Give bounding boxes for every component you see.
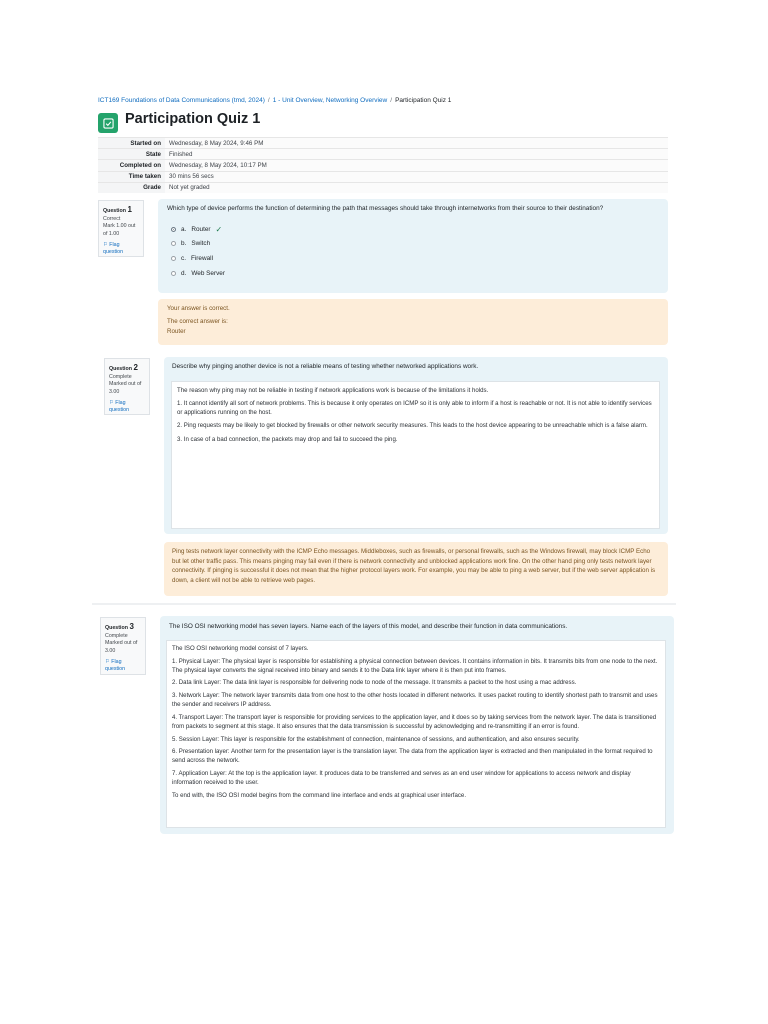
summary-row xyxy=(98,182,668,193)
question-info-2 xyxy=(104,358,150,415)
flag-question-link[interactable]: ⚐ Flag question xyxy=(109,399,130,414)
question-info-1 xyxy=(98,200,144,257)
answer-paragraph: 4. Transport Layer: The transport layer is responsible for providing services to the application layer, and it does so by taking services from the network layer. The data is transitioned from packets to segment at this stage. It also ensures that the data transmission is successful by acknowledging and re-transmitting if an error is found. xyxy=(172,713,657,730)
breadcrumb-section-link[interactable]: 1 - Unit Overview, Networking Overview xyxy=(272,97,388,104)
answer-paragraph: 5. Session Layer: This layer is responsible for the establishment of connection, maintenance of sessions, and authentication, and also ensures security. xyxy=(172,735,580,743)
summary-row xyxy=(98,160,668,171)
radio-selected[interactable] xyxy=(171,227,176,232)
question-number: Question 3 xyxy=(105,622,134,631)
summary-value: Wednesday, 8 May 2024, 10:17 PM xyxy=(165,160,668,171)
answer-option-d[interactable]: d. Web Server xyxy=(171,270,225,277)
feedback-box-2 xyxy=(164,542,668,596)
answer-paragraph: 6. Presentation layer: Another term for the presentation layer is the translation layer. The data from the application layer is extracted and then manipulated in the format required to send across the network. xyxy=(172,748,653,765)
breadcrumb xyxy=(98,97,451,104)
answer-option-b[interactable]: b. Switch xyxy=(171,240,210,247)
summary-value: 30 mins 56 secs xyxy=(165,171,668,182)
summary-value: Not yet graded xyxy=(165,182,668,193)
breadcrumb-separator: / xyxy=(390,97,393,104)
question-card-1 xyxy=(158,199,668,293)
question-text: Which type of device performs the function of determining the path that messages should take through internetworks from their source to their destination? xyxy=(167,205,604,212)
question-mark: Mark 1.00 out of 1.00 xyxy=(103,223,136,238)
summary-label: Grade xyxy=(98,182,165,193)
answer-paragraph: To end with, the ISO OSI model begins from the command line interface and ends at graphical user interface. xyxy=(172,791,467,799)
summary-row xyxy=(98,149,668,160)
summary-row xyxy=(98,171,668,182)
attempt-summary-table xyxy=(98,137,668,193)
radio[interactable] xyxy=(171,256,176,261)
question-status: Correct xyxy=(103,215,121,222)
feedback-correct-answer-label: The correct answer is: xyxy=(167,317,228,325)
question-mark: Marked out of 3.00 xyxy=(109,381,142,396)
flag-icon: ⚐ xyxy=(103,241,108,248)
summary-label: State xyxy=(98,149,165,160)
option-label: Firewall xyxy=(190,255,213,262)
general-feedback-text: Ping tests network layer connectivity with the ICMP Echo messages. Middleboxes, such as firewalls, or personal firewalls, such as the Windows firewall, may block ICMP Echo but let other traffic pass. This means pinging may fail even if there is network connectivity and unblocked applications work fine. On the other hand ping only tests network layer connectivity. If pinging is successful it does not mean that the higher protocol layers work. For example, you may be able to ping a web server, but if the web server application is down, a client will not be able to retrieve web pages. xyxy=(172,548,656,584)
breadcrumb-separator: / xyxy=(267,97,270,104)
question-status: Complete xyxy=(105,632,128,639)
breadcrumb-course-link[interactable]: ICT169 Foundations of Data Communications (tmd, 2024) xyxy=(98,97,265,104)
answer-paragraph: 1. It cannot identify all sort of network problems. This is because it only operates on ICMP so it is only able to inform if a host is reachable or not. It is not able to identify services or applications running on the host. xyxy=(177,400,652,417)
radio[interactable] xyxy=(171,271,176,276)
summary-value: Wednesday, 8 May 2024, 9:46 PM xyxy=(165,138,668,149)
answer-paragraph: 2. Data link Layer: The data link layer is responsible for delivering node to node of the message. It transmits a packet to the host using a mac address. xyxy=(172,679,577,687)
summary-label: Started on xyxy=(98,138,165,149)
answer-paragraph: The reason why ping may not be reliable in testing if network applications work is because of the limitations it holds. xyxy=(177,387,489,394)
question-info-3 xyxy=(100,617,146,675)
answer-paragraph: 3. In case of a bad connection, the packets may drop and fail to succeed the ping. xyxy=(177,435,398,443)
flag-icon: ⚐ xyxy=(105,658,110,665)
summary-row xyxy=(98,138,668,149)
summary-value: Finished xyxy=(165,149,668,160)
question-number: Question 2 xyxy=(109,363,138,372)
question-card-3 xyxy=(160,616,674,834)
answer-option-a[interactable]: a. Router ✓ xyxy=(171,225,222,234)
feedback-correct-answer: Router xyxy=(167,327,186,335)
breadcrumb-current: Participation Quiz 1 xyxy=(395,97,452,104)
question-mark: Marked out of 3.00 xyxy=(105,640,138,655)
essay-answer-box[interactable] xyxy=(171,381,660,529)
question-text: The ISO OSI networking model has seven layers. Name each of the layers of this model, and describe their function in data communications. xyxy=(169,623,568,630)
flag-question-link[interactable]: ⚐ Flag question xyxy=(105,658,126,673)
question-text: Describe why pinging another device is not a reliable means of testing whether networked applications work. xyxy=(172,363,479,370)
answer-paragraph: 2. Ping requests may be likely to get blocked by firewalls or other network security measures. This leads to the host device appearing to be unreachable which is a false alarm. xyxy=(177,422,648,430)
question-status: Complete xyxy=(109,373,132,380)
answer-paragraph: The ISO OSI networking model consist of 7 layers. xyxy=(172,645,309,652)
feedback-correct-text: Your answer is correct. xyxy=(167,305,230,312)
page-title: Participation Quiz 1 xyxy=(125,111,261,127)
option-label: Switch xyxy=(191,240,211,247)
answer-option-c[interactable]: c. Firewall xyxy=(171,255,213,262)
answer-paragraph: 1. Physical Layer: The physical layer is responsible for establishing a physical connection between devices. It contains information in bits. It transmits bits from one node to the next. The physical layer converts the signal received into binary and sends it to the Data link layer where it is then put into frames. xyxy=(172,657,658,674)
essay-answer-box[interactable] xyxy=(166,640,666,828)
option-label: Router xyxy=(191,226,211,233)
summary-label: Time taken xyxy=(98,171,165,182)
flag-icon: ⚐ xyxy=(109,399,114,406)
flag-question-link[interactable]: ⚐ Flag question xyxy=(103,241,124,256)
quiz-icon xyxy=(98,113,118,133)
summary-label: Completed on xyxy=(98,160,165,171)
feedback-box-1 xyxy=(158,299,668,345)
answer-paragraph: 7. Application Layer: At the top is the application layer. It produces data to be transferred and serves as an end user window for applications to access network and display information received to the user. xyxy=(172,770,631,786)
correct-check-icon: ✓ xyxy=(215,225,223,234)
answer-paragraph: 3. Network Layer: The network layer transmits data from one host to the other hosts located in different networks. It uses packet routing to identify shortest path to transmit and uses the sender and receivers IP address. xyxy=(172,692,658,709)
radio[interactable] xyxy=(171,241,176,246)
question-number: Question 1 xyxy=(103,205,132,214)
question-card-2 xyxy=(164,357,668,534)
section-divider xyxy=(92,603,676,605)
option-label: Web Server xyxy=(191,270,225,277)
